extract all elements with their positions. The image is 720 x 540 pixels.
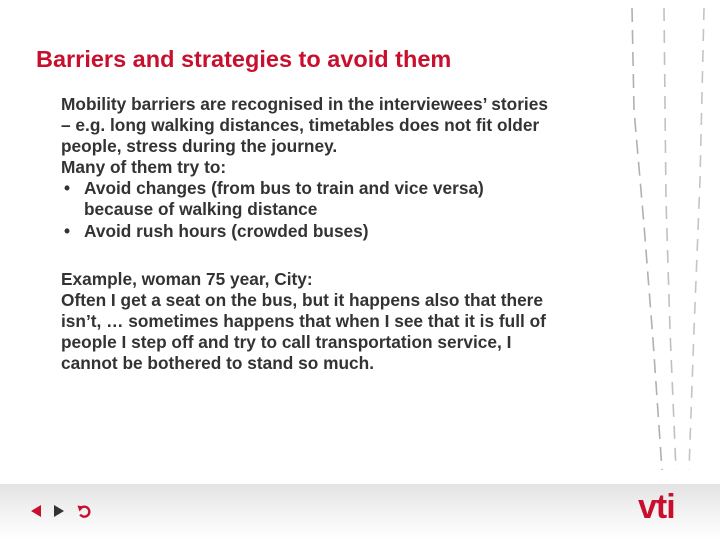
slide-title: Barriers and strategies to avoid them bbox=[36, 46, 452, 72]
bullet-item bbox=[61, 178, 551, 220]
slide-body bbox=[61, 94, 551, 374]
footer-bar bbox=[0, 484, 720, 540]
bullet-text: Avoid changes (from bus to train and vice versa) because of walking distance bbox=[84, 178, 484, 220]
bullet-marker: • bbox=[64, 178, 71, 199]
example-heading: Example, woman 75 year, City: bbox=[61, 268, 313, 289]
return-arrow-icon[interactable] bbox=[76, 502, 92, 520]
intro-paragraph: Mobility barriers are recognised in the interviewees’ stories – e.g. long walking distances, timetables does not fit older people, stress during the journey. bbox=[61, 94, 548, 157]
bullet-marker: • bbox=[64, 220, 71, 241]
bullet-item bbox=[61, 221, 551, 242]
previous-slide-icon[interactable] bbox=[29, 502, 43, 520]
next-slide-icon[interactable] bbox=[52, 502, 66, 520]
example-quote: Often I get a seat on the bus, but it happens also that there isn’t, … sometimes happens that when I see that it is full of people I step off and try to call transportation service, I cannot be bothered to stand so much. bbox=[61, 289, 546, 374]
vti-logo bbox=[636, 487, 688, 525]
bullet-text: Avoid rush hours (crowded buses) bbox=[84, 220, 369, 241]
logo-text: vti bbox=[638, 488, 675, 525]
spacer bbox=[61, 242, 551, 269]
lead-in-paragraph: Many of them try to: bbox=[61, 157, 227, 178]
